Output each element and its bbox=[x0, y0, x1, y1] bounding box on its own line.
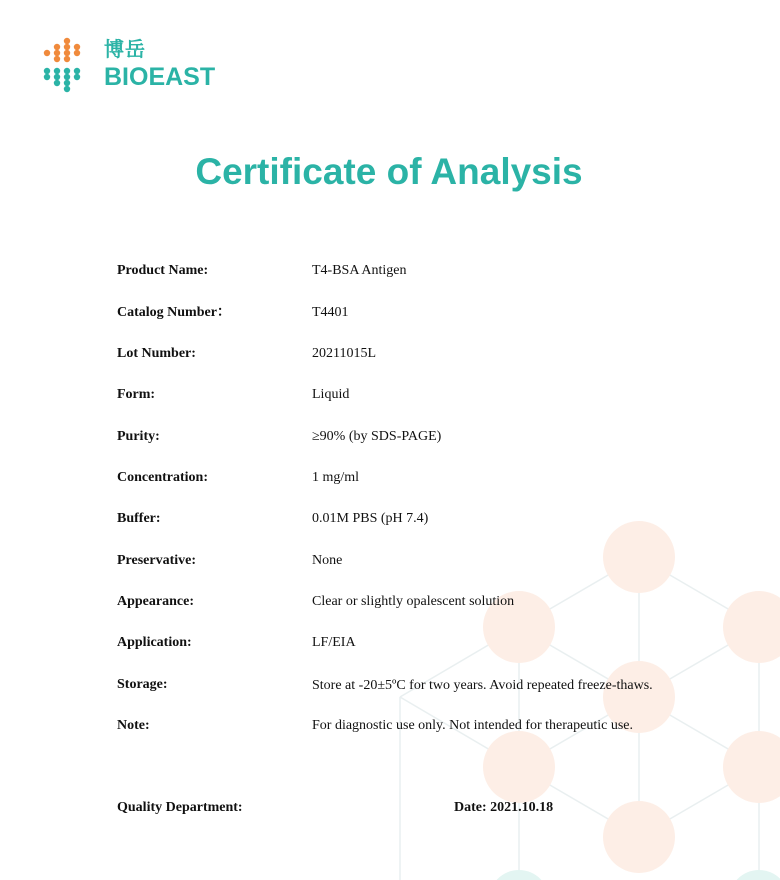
dot-grid-logo-icon bbox=[38, 36, 94, 94]
bioeast-logo bbox=[38, 36, 218, 94]
field-value: T4401 bbox=[312, 305, 349, 320]
field-value: 0.01M PBS (pH 7.4) bbox=[312, 511, 429, 526]
field-product-name bbox=[117, 256, 697, 286]
field-appearance bbox=[117, 587, 697, 617]
field-value: T4-BSA Antigen bbox=[312, 263, 407, 278]
field-value: Clear or slightly opalescent solution bbox=[312, 594, 515, 609]
field-purity bbox=[117, 422, 697, 452]
field-concentration bbox=[117, 463, 697, 493]
field-value: LF/EIA bbox=[312, 635, 356, 650]
field-buffer bbox=[117, 504, 697, 534]
field-value: ≥90% (by SDS-PAGE) bbox=[312, 429, 442, 444]
field-label: Product Name: bbox=[117, 263, 209, 278]
issue-date: Date: 2021.10.18 bbox=[454, 800, 554, 815]
quality-department-label: Quality Department: bbox=[117, 800, 243, 815]
field-label: Catalog Number： bbox=[117, 305, 231, 320]
field-label: Lot Number: bbox=[117, 346, 196, 361]
field-application bbox=[117, 628, 697, 658]
field-value: 1 mg/ml bbox=[312, 470, 360, 485]
field-label: Form: bbox=[117, 387, 156, 402]
logo-english-name: BIOEAST bbox=[104, 63, 216, 91]
field-label: Preservative: bbox=[117, 553, 197, 568]
field-label: Application: bbox=[117, 635, 192, 650]
field-label: Note: bbox=[117, 718, 150, 733]
field-storage bbox=[117, 670, 697, 700]
field-lot-number bbox=[117, 339, 697, 369]
field-value: Liquid bbox=[312, 387, 350, 402]
field-value: 20211015L bbox=[312, 346, 377, 361]
field-label: Concentration: bbox=[117, 470, 208, 485]
field-preservative bbox=[117, 546, 697, 576]
field-catalog-number bbox=[117, 298, 697, 328]
field-form bbox=[117, 380, 697, 410]
field-value: For diagnostic use only. Not intended for therapeutic use. bbox=[312, 718, 634, 733]
document-title: Certificate of Analysis bbox=[195, 151, 583, 192]
field-value: Store at -20±5ºC for two years. Avoid repeated freeze-thaws. bbox=[312, 677, 653, 693]
field-label: Buffer: bbox=[117, 511, 161, 526]
field-note bbox=[117, 711, 697, 741]
signature-footer bbox=[117, 796, 617, 820]
field-value: None bbox=[312, 553, 343, 568]
field-label: Storage: bbox=[117, 677, 168, 692]
logo-chinese-name: 博岳 bbox=[104, 37, 146, 61]
field-label: Purity: bbox=[117, 429, 160, 444]
field-label: Appearance: bbox=[117, 594, 194, 609]
